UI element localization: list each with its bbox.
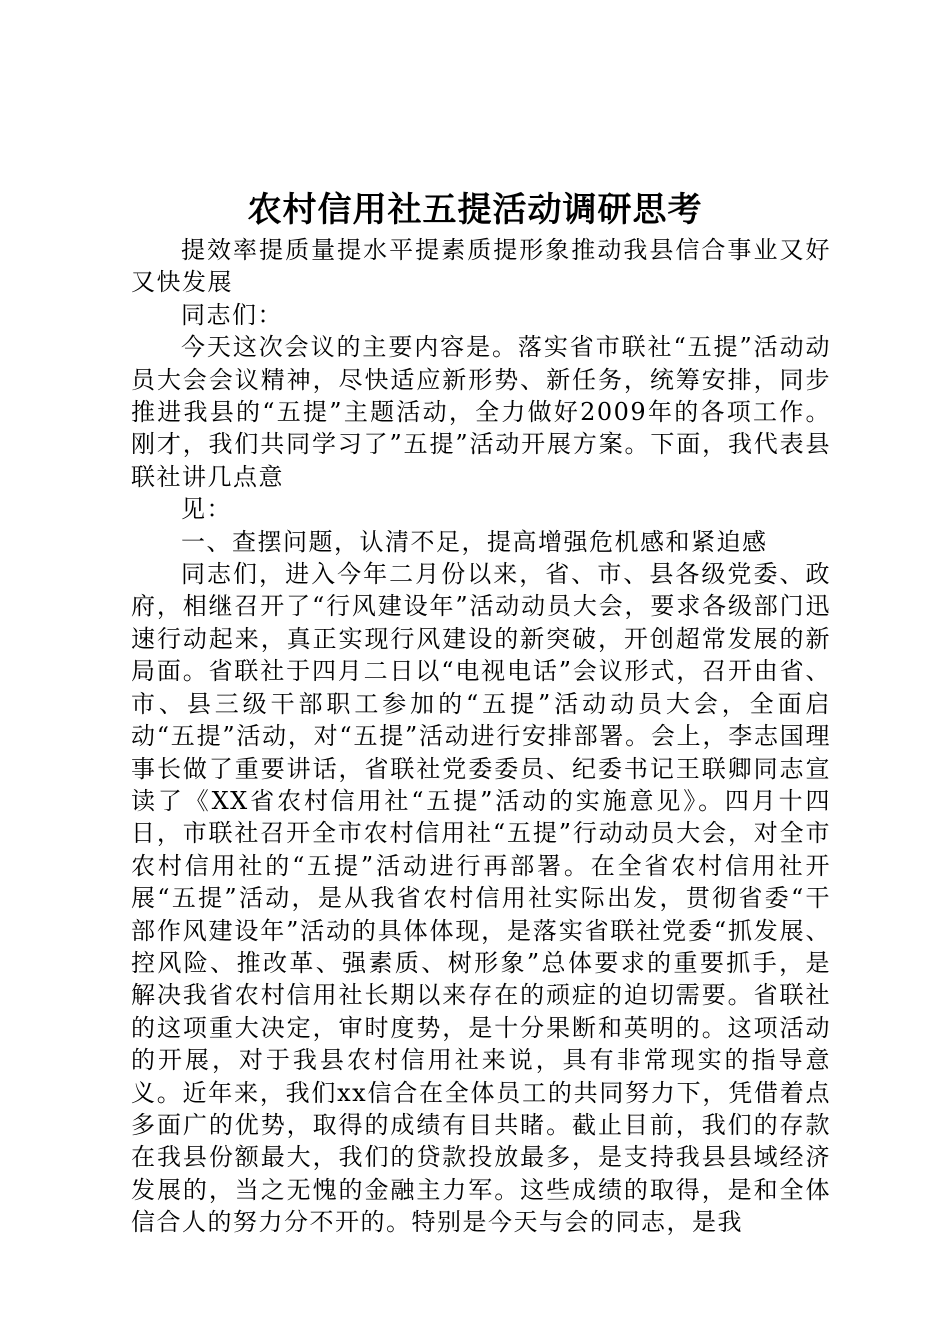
body-paragraph: 同志们，进入今年二月份以来，省、市、县各级党委、政府，相继召开了“行风建设年”活动动员大会，要求各级部门迅速行动起来，真正实现行风建设的新突破，开创超常发展的新局面。省联社于四月二日以“电视电话”会议形式，召开由省、市、县三级干部职工参加的“五提”活动动员大会，全面启动“五提”活动，对“五提”活动进行安排部署。会上，李志国理事长做了重要讲话，省联社党委委员、纪委书记王联卿同志宣读了《XX省农村信用社“五提”活动的实施意见》。四月十四日，市联社召开全市农村信用社“五提”行动动员大会，对全市农村信用社的“五提”活动进行再部署。在全省农村信用社开展“五提”活动，是从我省农村信用社实际出发，贯彻省委“干部作风建设年”活动的具体体现，是落实省联社党委“抓发展、控风险、推改革、强素质、树形象”总体要求的重要抓手，是解决我省农村信用社长期以来存在的顽症的迫切需要。省联社的这项重大决定，审时度势，是十分果断和英明的。这项活动的开展，对于我县农村信用社来说，具有非常现实的指导意义。近年来，我们xx信合在全体员工的共同努力下，凭借着点多面广的优势，取得的成绩有目共睹。截止目前，我们的存款在我县份额最大，我们的贷款投放最多，是支持我县县域经济发展的，当之无愧的金融主力军。这些成绩的取得，是和全体信合人的努力分不开的。特别是今天与会的同志，是我 <box>131 560 831 1237</box>
subtitle-paragraph: 提效率提质量提水平提素质提形象推动我县信合事业又好又快发展 <box>131 236 831 297</box>
intro-paragraph: 今天这次会议的主要内容是。落实省市联社“五提”活动动员大会会议精神，尽快适应新形势、新任务，统筹安排，同步推进我县的“五提”主题活动，全力做好2009年的各项工作。刚才，我们共同学习了”五提”活动开展方案。下面，我代表县联社讲几点意 <box>131 333 831 491</box>
salutation-paragraph: 同志们： <box>181 300 283 329</box>
document-body <box>131 234 831 1239</box>
document-title: 农村信用社五提活动调研思考 <box>247 190 703 230</box>
intro-continuation-paragraph: 见： <box>181 495 232 524</box>
section-heading: 一、查摆问题，认清不足，提高增强危机感和紧迫感 <box>181 527 768 556</box>
